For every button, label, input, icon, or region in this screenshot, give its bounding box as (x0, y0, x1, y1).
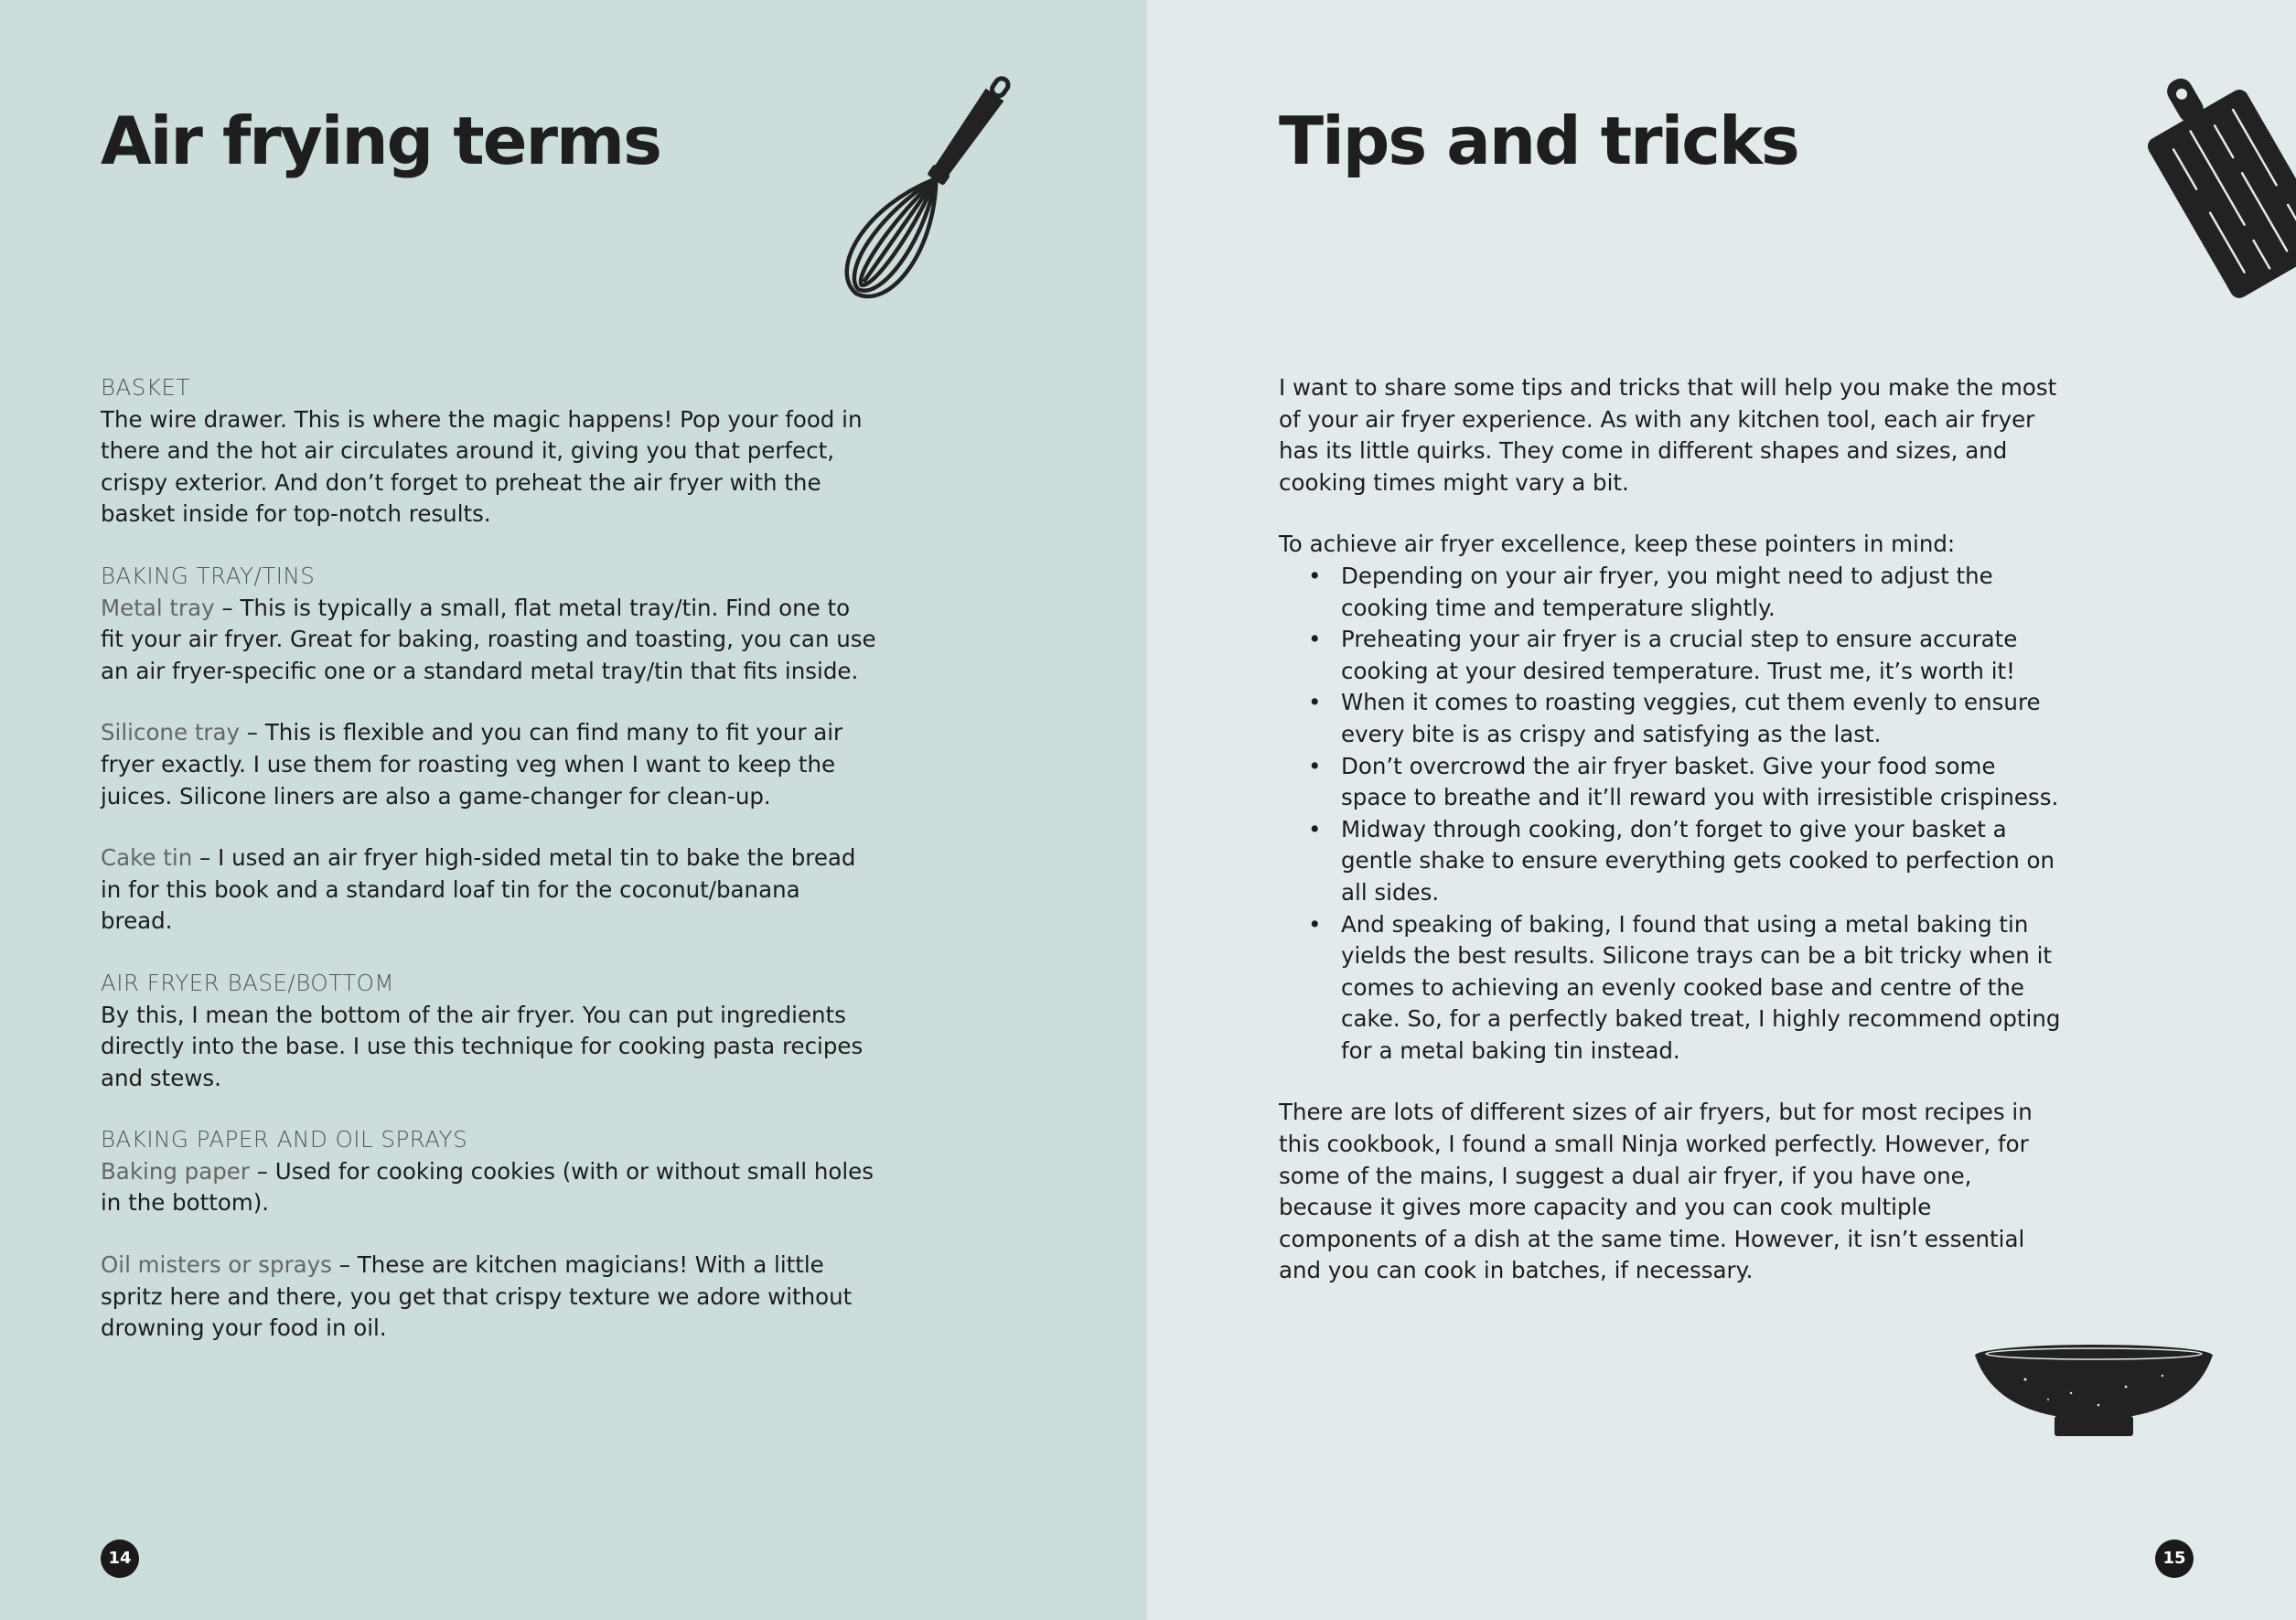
whisk-icon (819, 55, 1034, 338)
term-description: By this, I mean the bottom of the air fryer. You can put ingredients directly into the base. I use this technique for cooking pasta recipes and stews. (101, 1001, 864, 1091)
section-baking-tray-silicone (101, 717, 878, 812)
section-heading: AIR FRYER BASE/BOTTOM (101, 969, 395, 996)
intro-paragraph: I want to share some tips and tricks that will help you make the most of your air fryer experience. As with any kitchen tool, each air fryer has its little quirks. They come in different shapes and sizes, and cooking times might vary a bit. (1279, 374, 2057, 496)
left-page (0, 0, 1147, 1620)
left-page-title: Air frying terms (101, 102, 660, 179)
term-label: Silicone tray (101, 719, 241, 746)
section-heading: BASKET (101, 374, 190, 401)
section-baking-tray (101, 561, 878, 687)
page-number-left: 14 (101, 1540, 139, 1578)
term-label: Cake tin (101, 844, 193, 872)
list-item: • Midway through cooking, don’t forget to give your basket a gentle shake to ensure everything gets cooked to perfection on all sides. (1341, 814, 2065, 909)
term-paragraph (101, 842, 878, 938)
term-description: The wire drawer. This is where the magic happens! Pop your food in there and the hot air circulates around it, giving you that perfect, crispy exterior. And don’t forget to preheat the air fryer with the basket inside for top-notch results. (101, 405, 863, 528)
tips-list (1279, 561, 2065, 1067)
term-paragraph (101, 593, 878, 688)
term-label: Baking paper (101, 1157, 250, 1185)
term-description: – This is typically a small, flat metal tray/tin. Find one to fit your air fryer. Great for baking, roasting and toasting, you can use an air fryer-specific one or a standard metal tray/tin that fits inside. (101, 594, 876, 684)
pointers-lead: To achieve air fryer excellence, keep these pointers in mind: (1279, 531, 1956, 558)
term-label: Metal tray (101, 594, 215, 621)
term-paragraph (101, 1156, 878, 1219)
page-number-right: 15 (2155, 1540, 2194, 1578)
section-air-fryer-base (101, 968, 878, 1094)
cutting-board-icon (2144, 64, 2296, 311)
section-heading: BAKING TRAY/TINS (101, 562, 316, 589)
section-oil-sprays (101, 1250, 878, 1345)
list-item: • Depending on your air fryer, you might need to adjust the cooking time and temperature slightly. (1341, 561, 2065, 624)
closing-paragraph: There are lots of different sizes of air fryers, but for most recipes in this cookbook, I found a small Ninja worked perfectly. However, for some of the mains, I suggest a dual air fryer, if you have one, because it gives more capacity and you can cook multiple components of a dish at the same time. However, it isn’t essential and you can cook in batches, if necessary. (1279, 1099, 2033, 1284)
term-description: – These are kitchen magicians! With a little spritz here and there, you get that crispy texture we adore without drowning your food in oil. (101, 1251, 853, 1342)
section-heading: BAKING PAPER AND OIL SPRAYS (101, 1126, 468, 1153)
list-item: • Preheating your air fryer is a crucial step to ensure accurate cooking at your desired temperature. Trust me, it’s worth it! (1341, 624, 2065, 687)
list-item: • Don’t overcrowd the air fryer basket. Give your food some space to breathe and it’ll reward you with irresistible crispiness. (1341, 751, 2065, 814)
right-page (1147, 0, 2296, 1620)
term-paragraph (101, 1000, 878, 1095)
right-page-title: Tips and tricks (1279, 102, 1798, 179)
list-item: • And speaking of baking, I found that using a metal baking tin yields the best results. Silicone trays can be a bit tricky when it comes to achieving an evenly cooked base and centre of the cake. So, for a perfectly baked treat, I highly recommend opting for a metal baking tin instead. (1341, 909, 2065, 1067)
list-item: • When it comes to roasting veggies, cut them evenly to ensure every bite is as crispy and satisfying as the last. (1341, 687, 2065, 750)
bowl-icon (1970, 1343, 2217, 1448)
term-description: – I used an air fryer high-sided metal tin to bake the bread in for this book and a standard loaf tin for the coconut/banana bread. (101, 844, 856, 935)
term-label: Oil misters or sprays (101, 1251, 332, 1279)
term-description: – Used for cooking cookies (with or without small holes in the bottom). (101, 1157, 874, 1217)
term-paragraph (101, 717, 878, 812)
term-paragraph (101, 404, 878, 531)
tips-column (1279, 372, 2065, 1287)
term-paragraph (101, 1250, 878, 1345)
term-description: – This is flexible and you can find many to fit your air fryer exactly. I use them for roasting veg when I want to keep the juices. Silicone liners are also a game-changer for clean-up. (101, 719, 843, 810)
section-baking-tray-cake (101, 842, 878, 938)
section-basket (101, 372, 878, 531)
section-baking-paper (101, 1124, 878, 1219)
terms-column (101, 372, 878, 1375)
